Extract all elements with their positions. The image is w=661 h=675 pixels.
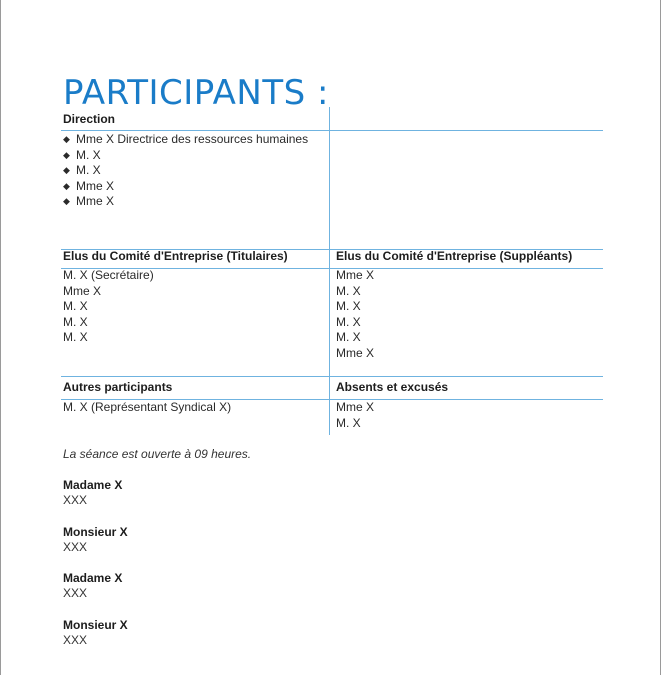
speaker-block (63, 571, 122, 601)
page-border-left (0, 0, 1, 675)
page-title: PARTICIPANTS : (63, 72, 329, 113)
list-item: M. X (336, 330, 361, 344)
autres-list (63, 400, 231, 416)
speaker-name: Monsieur X (63, 618, 128, 632)
diamond-bullet-icon: ◆ (63, 134, 70, 144)
list-item: M. X (63, 299, 88, 313)
speaker-name: Madame X (63, 571, 123, 585)
diamond-bullet-icon: ◆ (63, 180, 70, 191)
titulaires-header: Elus du Comité d'Entreprise (Titulaires) (63, 249, 288, 263)
list-item: M. X (336, 283, 361, 298)
table-divider (61, 130, 603, 131)
speaker-block (63, 525, 128, 555)
list-item: M. X (336, 314, 361, 329)
list-item: M. X (63, 330, 88, 344)
autres-header: Autres participants (63, 380, 173, 394)
list-item: Mme X (336, 268, 375, 282)
participants-table (61, 107, 603, 435)
table-column-divider (329, 107, 330, 435)
absents-list (336, 400, 374, 431)
list-item: ◆ M. X (63, 147, 101, 162)
list-item: M. X (Représentant Syndical X) (63, 400, 232, 414)
direction-list (63, 132, 324, 210)
speaker-text: XXX (63, 540, 88, 554)
table-divider (61, 376, 603, 377)
speaker-text: XXX (63, 493, 88, 507)
list-item: M. X (Secrétaire) (63, 268, 154, 282)
list-item: ◆ Mme X (63, 178, 115, 193)
list-item: Mme X (63, 283, 102, 298)
speaker-name: Madame X (63, 478, 123, 492)
list-item: ◆ Mme X Directrice des ressources humaines (63, 132, 309, 146)
diamond-bullet-icon: ◆ (63, 149, 70, 160)
absents-header: Absents et excusés (336, 380, 449, 394)
speaker-block (63, 478, 122, 508)
suppleants-header: Elus du Comité d'Entreprise (Suppléants) (336, 249, 573, 263)
list-item: M. X (63, 314, 88, 329)
speaker-text: XXX (63, 586, 88, 600)
list-item: M. X (336, 415, 361, 430)
speaker-block (63, 618, 128, 648)
suppleants-list (336, 268, 374, 361)
list-item: M. X (336, 299, 361, 313)
diamond-bullet-icon: ◆ (63, 165, 70, 175)
list-item: Mme X (336, 345, 375, 360)
diamond-bullet-icon: ◆ (63, 196, 70, 206)
session-opening-text: La séance est ouverte à 09 heures. (63, 447, 252, 461)
list-item: Mme X (336, 400, 375, 414)
list-item: ◆ M. X (63, 163, 101, 177)
speaker-name: Monsieur X (63, 525, 128, 539)
titulaires-list (63, 268, 154, 346)
list-item: ◆ Mme X (63, 194, 115, 208)
speaker-text: XXX (63, 633, 88, 647)
direction-header: Direction (63, 112, 116, 126)
